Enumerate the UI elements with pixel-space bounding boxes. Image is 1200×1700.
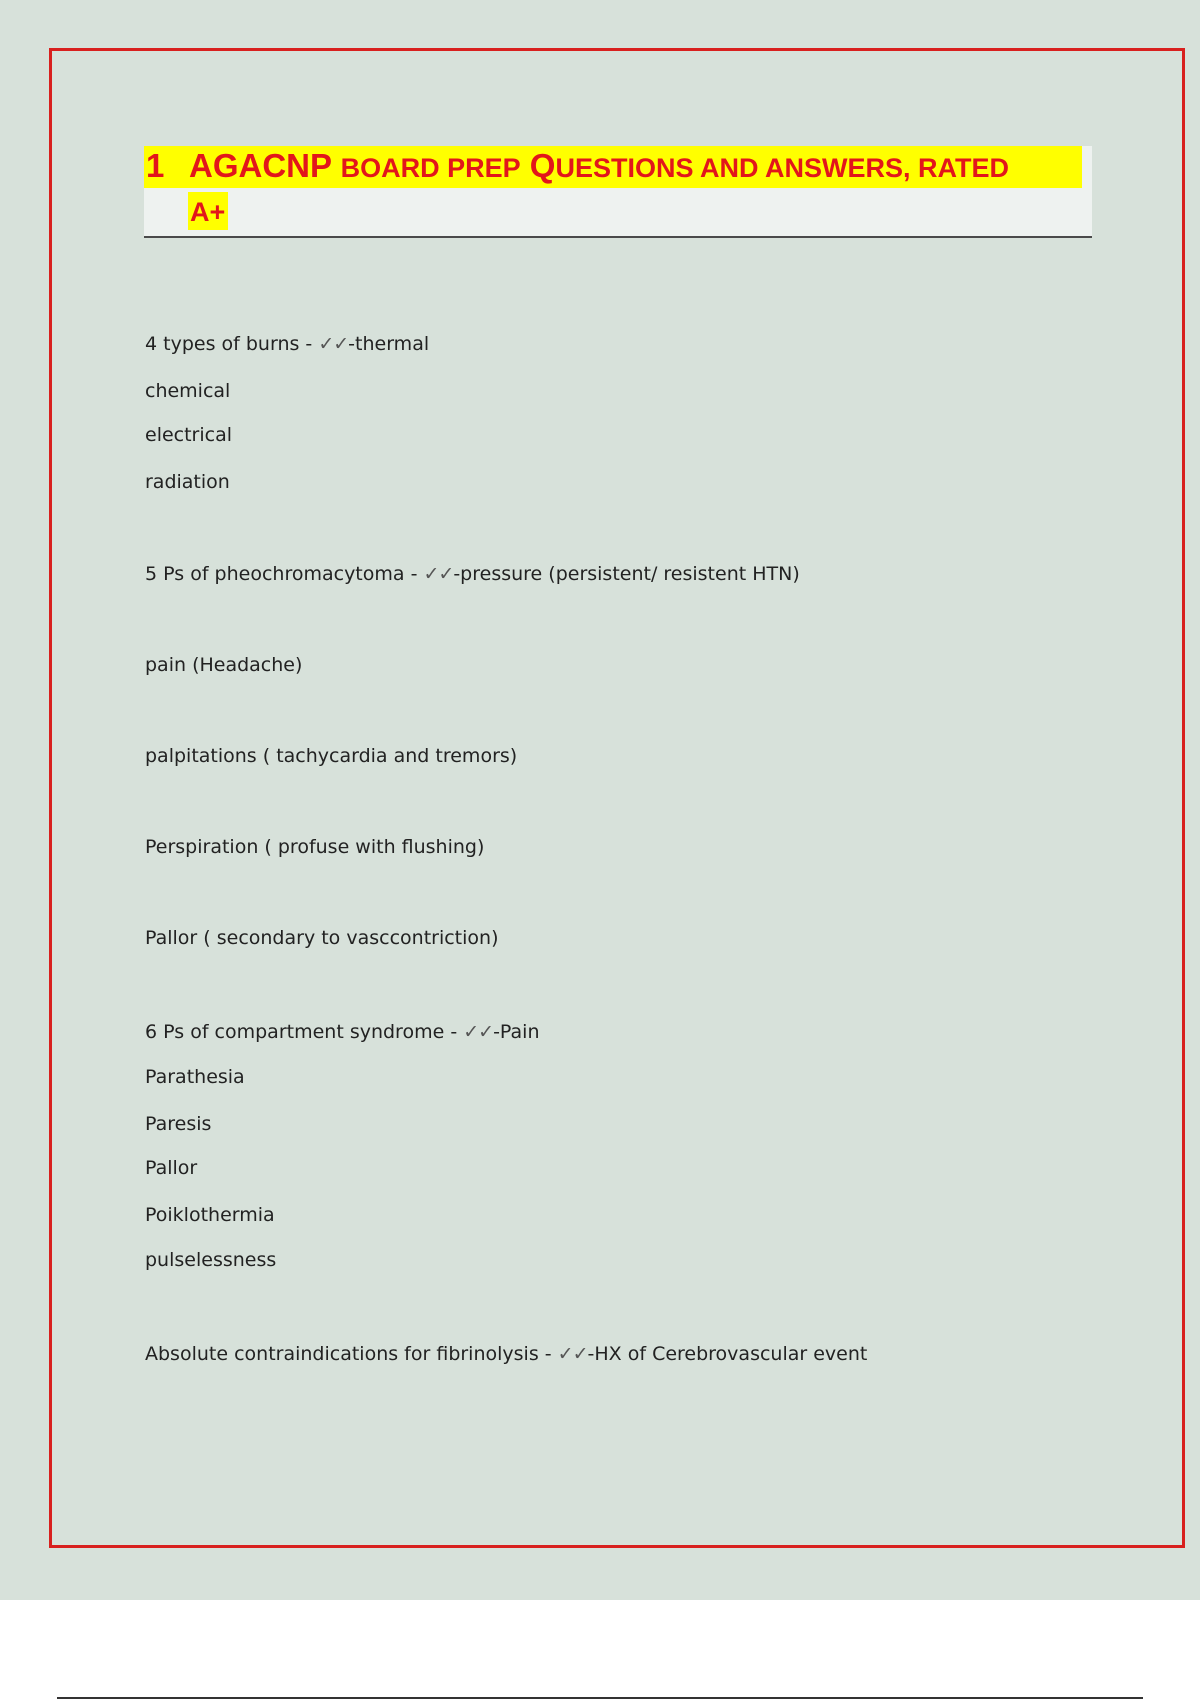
double-check-icon: ✓✓	[318, 333, 349, 355]
document-heading	[144, 146, 1092, 238]
double-check-icon: ✓✓	[463, 1021, 494, 1043]
answer-line: Poiklothermia	[145, 1204, 275, 1226]
answer-line: palpitations ( tachycardia and tremors)	[145, 745, 518, 767]
answer-line: radiation	[145, 471, 230, 493]
answer-line: Pallor	[145, 1157, 198, 1179]
answer-text: -HX of Cerebrovascular event	[587, 1343, 868, 1365]
answer-text: -Pain	[493, 1021, 540, 1043]
answer-text: -pressure (persistent/ resistent HTN)	[453, 563, 800, 585]
footer-divider	[57, 1697, 1143, 1699]
heading-number: 1	[146, 147, 165, 184]
question-text: 5 Ps of pheochromacytoma -	[145, 563, 424, 585]
answer-text: -thermal	[348, 333, 430, 355]
question-line	[145, 1020, 540, 1044]
page-border-frame	[49, 48, 1185, 1548]
answer-line: Perspiration ( profuse with flushing)	[145, 836, 485, 858]
question-line	[145, 562, 800, 586]
question-text: 6 Ps of compartment syndrome -	[145, 1021, 464, 1043]
heading-line-2: A+	[188, 192, 228, 230]
heading-title-rest: BOARD PREP	[340, 153, 521, 183]
heading-title	[189, 146, 1009, 188]
question-text: 4 types of burns -	[145, 333, 319, 355]
answer-line: Parathesia	[145, 1066, 245, 1088]
answer-line: pulselessness	[145, 1249, 277, 1271]
question-line	[145, 332, 429, 356]
question-line	[145, 1342, 867, 1366]
heading-title-q: Q	[529, 147, 556, 184]
heading-title-main: AGACNP	[189, 147, 332, 184]
answer-line: chemical	[145, 380, 231, 402]
double-check-icon: ✓✓	[557, 1343, 588, 1365]
double-check-icon: ✓✓	[423, 563, 454, 585]
answer-line: Pallor ( secondary to vasccontriction)	[145, 927, 499, 949]
heading-title-rest2: UESTIONS AND ANSWERS, RATED	[555, 153, 1009, 183]
heading-line-1	[144, 146, 1082, 188]
question-text: Absolute contraindications for fibrinolysis -	[145, 1343, 558, 1365]
answer-line: Paresis	[145, 1113, 212, 1135]
answer-line: electrical	[145, 424, 233, 446]
answer-line: pain (Headache)	[145, 654, 303, 676]
